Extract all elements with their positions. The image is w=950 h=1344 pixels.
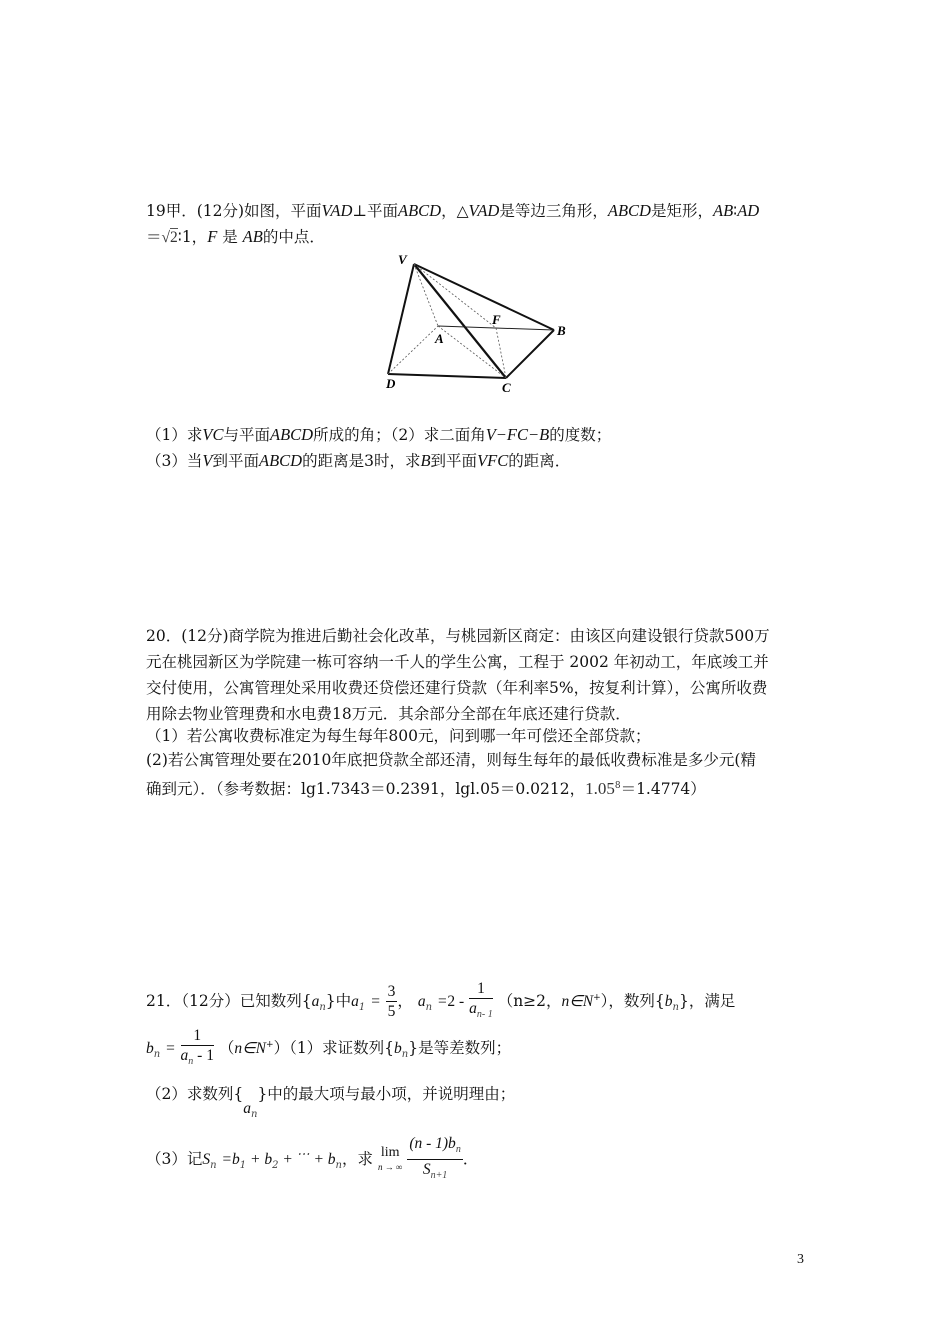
q19-p1a: （1）求 [146, 426, 203, 444]
q19-perp: ⊥平面 [352, 202, 398, 220]
q21-find: ，求 [342, 1150, 374, 1169]
q21-inN: n∈N [561, 993, 594, 1011]
q21-recip-a: a [469, 999, 477, 1017]
q21-two-minus: 2 - [447, 993, 465, 1011]
q19-tri: ，△ [441, 202, 469, 220]
q19-part3 [146, 450, 570, 472]
q21-a1: a [351, 993, 359, 1011]
q21-a-seq-sub: n [250, 1109, 258, 1120]
vertex-a: A [435, 331, 444, 346]
q21-bn-num: 1 [181, 1027, 214, 1046]
q21-bn-frac [181, 1027, 214, 1072]
q21-limden-S: S [422, 1160, 431, 1178]
vertex-c: C [502, 380, 511, 395]
q19-colon: ∶ [733, 202, 738, 220]
q21-bn-a: a [180, 1046, 189, 1064]
q21-arith: }是等差数列； [408, 1039, 512, 1058]
q20-line7 [146, 775, 706, 800]
q21-line4 [146, 1134, 478, 1186]
vertex-b: B [557, 323, 566, 338]
q21-S-sub: n [210, 1160, 217, 1172]
q19-ab: AB [712, 201, 734, 220]
q21-bn-sub: n [672, 1002, 679, 1014]
q20-line4: 用除去物业管理费和水电费18万元．其余部分全部在年底还建行贷款． [146, 705, 631, 723]
q21-limnum: (n - 1)b [409, 1134, 456, 1152]
q19-equil: 是等边三角形， [499, 202, 608, 220]
q19-p3d: 到平面 [430, 452, 478, 470]
q19-p3e: 的距离． [508, 452, 571, 470]
q21-plus-b: + [278, 1151, 297, 1169]
pyramid-figure [380, 248, 580, 396]
q19-vfc: VFC [477, 451, 509, 470]
q20-line3: 交付使用，公寓管理处采用收费还贷偿还建行贷款（年利率5%，按复利计算），公寓所收费 [146, 679, 768, 697]
q19-p3c: 的距离是3时，求 [302, 452, 421, 470]
page-number: 3 [797, 1252, 804, 1267]
q19-ab-2: AB [242, 227, 263, 246]
q21-b2: b [146, 1040, 154, 1058]
q19-ad: AD [737, 201, 760, 220]
q19-p1b: 与平面 [223, 426, 270, 444]
q21-b2t-sub: 2 [272, 1160, 279, 1172]
q21-period: ． [462, 1150, 479, 1169]
q21-b: b [664, 993, 673, 1011]
q21-recip-num: 1 [469, 980, 493, 999]
q19-vad: VAD [321, 201, 353, 220]
q21-an-sub: n [425, 1002, 433, 1014]
q21-line1 [146, 978, 735, 1028]
q19-b: B [420, 451, 431, 470]
q19-abcd-4: ABCD [258, 451, 303, 470]
q19-p1d: 的度数； [549, 426, 612, 444]
sqrt-icon: √2 [161, 229, 178, 246]
q21-satisfy: }，满足 [679, 992, 736, 1011]
q19-is: 是 [217, 228, 243, 246]
q21-eq4: = [221, 1151, 232, 1169]
q19-vfcb: V−FC−B [485, 425, 550, 444]
q21-recip [469, 980, 493, 1025]
vertex-f: F [492, 312, 501, 327]
q21-plus-c: + [309, 1151, 328, 1169]
q21-frac-den: 5 [387, 1002, 396, 1020]
q19-part1 [146, 424, 611, 446]
q21-b1-sub: 1 [239, 1160, 247, 1172]
q21-bn-minus1: - 1 [193, 1046, 214, 1064]
q21-sub1: 1 [358, 1002, 366, 1014]
q21-inN2: n∈N [234, 1040, 267, 1058]
q21-plus2: + [266, 1040, 274, 1050]
q20-line6: (2)若公寓管理处要在2010年底把贷款全部还清，则每生每年的最低收费标准是多少元(精 [146, 751, 756, 769]
q21-an: a [417, 993, 426, 1011]
q21-recip-sub: n- 1 [476, 1008, 493, 1020]
q19-v: V [202, 451, 213, 470]
q20-power-base: 1.05 [585, 779, 615, 799]
q19-rect: 是矩形， [650, 202, 713, 220]
q21-seq-b: ），数列{ [600, 992, 665, 1011]
q21-line2 [146, 1025, 511, 1075]
q21-paren-open: （ [218, 1039, 235, 1058]
q21-zhong: }中 [325, 992, 352, 1011]
q21-intro: 21．（12分）已知数列{ [146, 992, 312, 1011]
q21-n-sub: n [319, 1002, 326, 1014]
vertex-v: V [398, 252, 407, 267]
q19-sqrt-value: 2 [170, 229, 178, 246]
q19-vad-2: VAD [468, 201, 500, 220]
q19-line1 [146, 200, 759, 222]
q21-comma1: ， [397, 992, 413, 1011]
q20-ref-tail: ＝1.4774） [620, 780, 706, 799]
q21-frac-num: 3 [387, 982, 396, 1000]
q21-line3 [146, 1076, 515, 1133]
q21-b1: b [231, 1151, 240, 1169]
q21-S: S [202, 1151, 211, 1169]
q21-eq2: = [436, 993, 448, 1011]
q21-dots: ⋯ [296, 1146, 310, 1161]
q19-p1c: 所成的角；（2）求二面角 [313, 426, 486, 444]
q21-lim-sub: n → ∞ [377, 1162, 403, 1173]
q20-line2: 元在桃园新区为学院建一栋可容纳一千人的学生公寓，工程于 2002 年初动工，年底竣工并 [146, 653, 769, 671]
q20-ref-data: 确到元）．（参考数据：lg1.7343＝0.2391，lgl.05＝0.0212， [146, 780, 586, 799]
q21-cond: （n≥2， [497, 992, 562, 1011]
q21-a: a [311, 993, 320, 1011]
q21-bn-t-sub: n [335, 1160, 342, 1172]
q21-lim-word: lim [380, 1145, 400, 1161]
q21-plus: + [593, 993, 601, 1003]
q19-p3a: （3）当 [146, 452, 203, 470]
q21-b3-sub: n [401, 1049, 409, 1061]
q21-maxmin: }中的最大项与最小项，并说明理由； [257, 1085, 516, 1103]
q19-label: 19甲．(12分)如图，平面 [146, 202, 322, 220]
q19-ratio: ∶1， [177, 228, 208, 246]
q20-power-exp: 8 [614, 781, 621, 791]
q19-abcd: ABCD [397, 201, 442, 220]
q21-part2: （2）求数列{ [146, 1085, 244, 1103]
q21-part1: ）（1）求证数列{ [273, 1039, 395, 1058]
q19-mid: 的中点． [262, 228, 325, 246]
q19-vc: VC [202, 425, 224, 444]
q21-bn-t: b [327, 1151, 336, 1169]
q19-p3b: 到平面 [212, 452, 259, 470]
q21-part3: （3）记 [146, 1150, 203, 1169]
q20-line5: （1）若公寓收费标准定为每生每年800元，问到哪一年可偿还全部贷款； [146, 727, 651, 745]
q21-a-seq: a [243, 1100, 251, 1117]
q21-limit-frac [407, 1135, 463, 1186]
q19-eq: ＝ [146, 228, 162, 246]
q20-line1: 20．(12分)商学院为推进后勤社会化改革，与桃园新区商定：由该区向建设银行贷款500万 [146, 627, 770, 645]
q19-line2 [146, 226, 325, 249]
q21-lim [378, 1146, 402, 1174]
q21-eq1: = [370, 993, 381, 1011]
q21-b3: b [394, 1040, 402, 1058]
q21-limden-sub: n+1 [430, 1169, 448, 1181]
q21-limnum-sub: n [455, 1143, 461, 1155]
q21-bn-den-sub: n [188, 1055, 194, 1067]
q21-plus-a: + [246, 1151, 265, 1169]
q21-b2-sub: n [153, 1049, 161, 1061]
q19-f: F [207, 227, 218, 246]
q21-eq3: = [165, 1040, 176, 1058]
q21-three-fifths [386, 983, 398, 1022]
q19-abcd-2: ABCD [607, 201, 651, 220]
vertex-d: D [386, 376, 396, 391]
q21-b2t: b [264, 1151, 273, 1169]
q19-abcd-3: ABCD [269, 425, 314, 444]
